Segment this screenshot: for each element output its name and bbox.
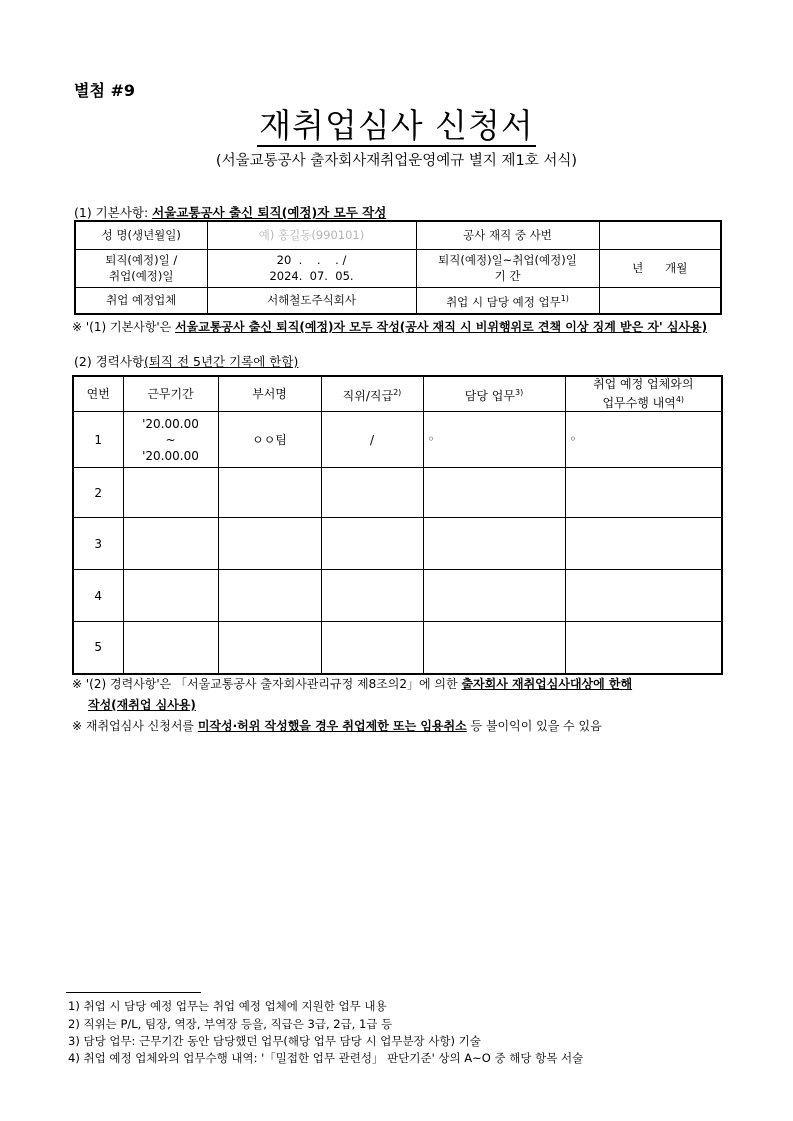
row-relation[interactable]	[565, 518, 722, 570]
row-no: 3	[73, 518, 123, 570]
attachment-label: 별첨 #9	[74, 81, 136, 100]
row-period[interactable]	[123, 468, 218, 518]
row-period[interactable]	[123, 570, 218, 622]
col-position-text: 직위/직급	[342, 388, 394, 403]
basic-info-table	[74, 220, 722, 315]
section1-heading-emph: 서울교통공사 출신 퇴직(예정)자 모두 작성	[152, 205, 387, 220]
section2-note1	[72, 675, 632, 692]
col-relation-line2: 업무수행 내역	[602, 396, 676, 410]
document-title	[0, 100, 793, 147]
section2-note2-prefix: ※ 재취업심사 신청서를	[72, 719, 198, 733]
period-to: '20.00.00	[142, 448, 199, 463]
table-row	[73, 570, 722, 622]
footnote-4: 4) 취업 예정 업체와의 업무수행 내역: '「밀접한 업무 관련성」 판단기준' 상의 A~O 중 해당 항목 서술	[68, 1051, 584, 1065]
row-dept[interactable]	[218, 518, 321, 570]
section2-heading-prefix: (2) 경력사항	[74, 354, 144, 369]
section2-note1-prefix: ※ '(2) 경력사항'은 「서울교통공사 출자회사관리규정 제8조의2」에 의한	[72, 677, 462, 691]
row-relation[interactable]: ◦	[565, 412, 722, 468]
footnote-divider	[66, 992, 201, 993]
company-label: 취업 예정업체	[75, 287, 207, 314]
section1-heading	[74, 203, 386, 221]
section2-note1-line2: 작성(재취업 심사용)	[88, 698, 196, 712]
row-position[interactable]	[321, 622, 423, 674]
section2-note2-emph: 미작성·허위 작성했을 경우 취업제한 또는 임용취소	[197, 719, 467, 733]
col-relation-line1: 취업 예정 업체와의	[593, 377, 694, 391]
row-duty[interactable]	[423, 570, 565, 622]
row-no: 5	[73, 622, 123, 674]
period-label-line2: 기 간	[494, 269, 521, 283]
table-row	[73, 518, 722, 570]
table-row	[73, 622, 722, 674]
section1-heading-prefix: (1) 기본사항:	[74, 205, 153, 220]
row-position[interactable]	[321, 570, 423, 622]
row-dept[interactable]	[218, 570, 321, 622]
retire-date-label-line1: 퇴직(예정)일 /	[105, 253, 178, 267]
footnote-ref-3: 3)	[514, 387, 524, 397]
emp-no-label: 공사 재직 중 사번	[416, 221, 599, 249]
emp-no-field[interactable]	[599, 221, 721, 249]
row-dept[interactable]	[218, 468, 321, 518]
footnote-ref-1: 1)	[560, 293, 569, 303]
row-duty[interactable]	[423, 518, 565, 570]
row-position[interactable]	[321, 468, 423, 518]
row-period[interactable]	[123, 622, 218, 674]
retire-date-value: 20 . . . /	[276, 253, 347, 267]
row-relation[interactable]	[565, 622, 722, 674]
company-field[interactable]: 서해철도주식회사	[207, 287, 416, 314]
period-field[interactable]: 년 개월	[599, 249, 721, 287]
row-duty[interactable]	[423, 468, 565, 518]
row-period[interactable]	[123, 412, 218, 468]
period-label	[416, 249, 599, 287]
col-duty	[423, 376, 565, 412]
section2-note2-suffix: 등 불이익이 있을 수 있음	[466, 719, 602, 733]
title-text: 재취업심사 신청서	[259, 106, 534, 145]
section1-note-emph: 서울교통공사 출신 퇴직(예정)자 모두 작성(공사 재직 시 비위행위로 견책 이상 징계 받은 자' 심사용)	[175, 320, 708, 334]
period-from: '20.00.00	[142, 416, 199, 431]
col-duty-text: 담당 업무	[464, 388, 515, 403]
period-sep: ~	[165, 432, 176, 447]
row-no: 1	[73, 412, 123, 468]
col-no: 연번	[73, 376, 123, 412]
section2-note2	[72, 717, 602, 734]
retire-date-field[interactable]	[207, 249, 416, 287]
row-duty[interactable]: ◦	[423, 412, 565, 468]
section2-heading-ul: (퇴직 전 5년간 기록에 한함)	[143, 354, 299, 369]
row-position[interactable]: /	[321, 412, 423, 468]
duty-field[interactable]	[599, 287, 721, 314]
row-period[interactable]	[123, 518, 218, 570]
row-position[interactable]	[321, 518, 423, 570]
row-duty[interactable]	[423, 622, 565, 674]
col-period: 근무기간	[123, 376, 218, 412]
section1-note	[72, 318, 707, 335]
row-dept[interactable]: ㅇㅇ팀	[218, 412, 321, 468]
table-row	[73, 468, 722, 518]
period-label-line1: 퇴직(예정)일~취업(예정)일	[438, 253, 577, 267]
name-label: 성 명(생년월일)	[75, 221, 207, 249]
retire-date-label	[75, 249, 207, 287]
row-relation[interactable]	[565, 570, 722, 622]
row-relation[interactable]	[565, 468, 722, 518]
document-subtitle: (서울교통공사 출자회사재취업운영예규 별지 제1호 서식)	[215, 153, 578, 169]
footnote-3: 3) 담당 업무: 근무기간 동안 담당했던 업무(해당 업무 담당 시 업무분장 사항) 기술	[68, 1034, 481, 1048]
section2-heading	[74, 352, 298, 370]
row-no: 2	[73, 468, 123, 518]
footnote-1: 1) 취업 시 담당 예정 업무는 취업 예정 업체에 지원한 업무 내용	[68, 999, 387, 1013]
footnote-ref-2: 2)	[393, 387, 402, 397]
duty-label-text: 취업 시 담당 예정 업무	[446, 294, 561, 309]
col-position	[321, 376, 423, 412]
section2-note1-emph: 출자회사 재취업심사대상에 한해	[461, 677, 633, 691]
col-relation	[565, 376, 722, 412]
footnote-ref-4: 4)	[675, 395, 685, 404]
row-dept[interactable]	[218, 622, 321, 674]
employment-date-value: 2024. 07. 05.	[269, 269, 354, 283]
table-row	[73, 412, 722, 468]
col-dept: 부서명	[218, 376, 321, 412]
retire-date-label-line2: 취업(예정)일	[108, 269, 174, 283]
row-no: 4	[73, 570, 123, 622]
section1-note-prefix: ※ '(1) 기본사항'은	[72, 320, 176, 334]
name-field[interactable]: 예) 홍길동(990101)	[207, 221, 416, 249]
duty-label	[416, 287, 599, 314]
footnote-2: 2) 직위는 P/L, 팀장, 역장, 부역장 등을, 직급은 3급, 2급, 1급 등	[68, 1017, 393, 1031]
career-table	[72, 375, 723, 675]
